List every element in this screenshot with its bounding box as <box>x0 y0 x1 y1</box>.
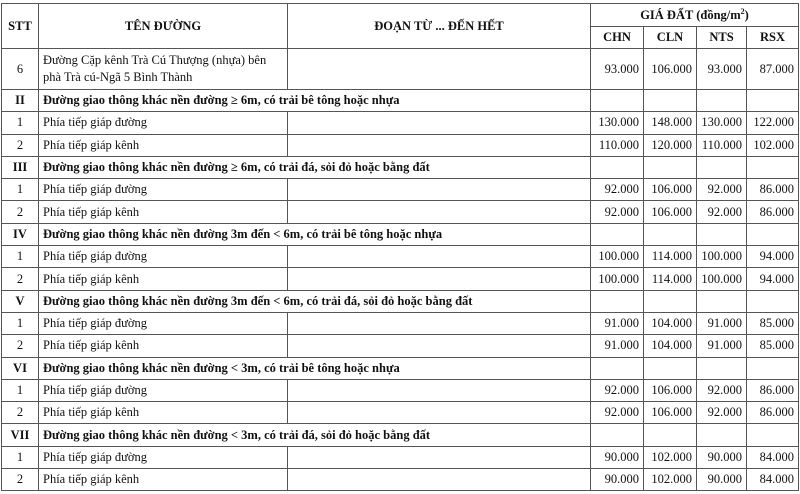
cell-cln: 148.000 <box>644 112 697 134</box>
cell-cln: 120.000 <box>644 134 697 156</box>
cell-stt: 2 <box>2 134 39 156</box>
table-row <box>2 335 799 357</box>
section-title: Đường giao thông khác nền đường 3m đến < 6m, có trải bê tông hoặc nhựa <box>39 223 591 245</box>
header-rsx: RSX <box>747 27 799 49</box>
cell-rsx: 122.000 <box>747 112 799 134</box>
cell-nts <box>697 290 747 312</box>
cell-name: Phía tiếp giáp kênh <box>39 268 288 290</box>
cell-rsx <box>747 290 799 312</box>
table-row <box>2 179 799 201</box>
header-cln: CLN <box>644 27 697 49</box>
section-title: Đường giao thông khác nền đường < 3m, có trải bê tông hoặc nhựa <box>39 357 591 379</box>
cell-nts: 130.000 <box>697 112 747 134</box>
cell-rsx: 86.000 <box>747 379 799 401</box>
cell-chn: 100.000 <box>591 268 644 290</box>
section-row <box>2 424 799 446</box>
cell-doan <box>288 134 591 156</box>
cell-chn: 130.000 <box>591 112 644 134</box>
cell-cln: 106.000 <box>644 201 697 223</box>
cell-name: Đường Cặp kênh Trà Cú Thượng (nhựa) bên phà Trà cú-Ngã 5 Bình Thành <box>39 49 288 90</box>
cell-chn: 93.000 <box>591 49 644 90</box>
cell-doan <box>288 446 591 468</box>
land-price-table <box>1 3 799 491</box>
section-row <box>2 357 799 379</box>
cell-stt: 2 <box>2 268 39 290</box>
cell-name: Phía tiếp giáp kênh <box>39 335 288 357</box>
cell-chn <box>591 357 644 379</box>
cell-chn <box>591 90 644 112</box>
cell-rsx: 94.000 <box>747 246 799 268</box>
cell-nts: 91.000 <box>697 312 747 334</box>
section-stt: III <box>2 156 39 178</box>
cell-cln: 106.000 <box>644 402 697 424</box>
cell-rsx: 84.000 <box>747 469 799 491</box>
cell-stt: 2 <box>2 402 39 424</box>
cell-nts: 93.000 <box>697 49 747 90</box>
cell-doan <box>288 179 591 201</box>
cell-chn <box>591 424 644 446</box>
cell-doan <box>288 335 591 357</box>
table-row <box>2 312 799 334</box>
cell-doan <box>288 49 591 90</box>
cell-chn: 91.000 <box>591 335 644 357</box>
cell-chn: 92.000 <box>591 179 644 201</box>
cell-doan <box>288 246 591 268</box>
table-row <box>2 246 799 268</box>
section-row <box>2 156 799 178</box>
cell-doan <box>288 402 591 424</box>
cell-rsx: 84.000 <box>747 446 799 468</box>
cell-chn: 91.000 <box>591 312 644 334</box>
cell-cln: 114.000 <box>644 246 697 268</box>
cell-cln <box>644 357 697 379</box>
cell-cln <box>644 290 697 312</box>
cell-nts <box>697 90 747 112</box>
cell-nts: 100.000 <box>697 246 747 268</box>
cell-nts: 91.000 <box>697 335 747 357</box>
cell-nts <box>697 357 747 379</box>
cell-doan <box>288 312 591 334</box>
cell-stt: 1 <box>2 446 39 468</box>
cell-stt: 2 <box>2 201 39 223</box>
cell-cln: 104.000 <box>644 335 697 357</box>
cell-rsx: 85.000 <box>747 335 799 357</box>
section-row <box>2 290 799 312</box>
cell-stt: 6 <box>2 49 39 90</box>
cell-cln: 106.000 <box>644 179 697 201</box>
cell-name: Phía tiếp giáp đường <box>39 179 288 201</box>
cell-rsx <box>747 424 799 446</box>
header-ten-duong: TÊN ĐƯỜNG <box>39 4 288 49</box>
cell-stt: 1 <box>2 112 39 134</box>
cell-chn: 92.000 <box>591 379 644 401</box>
cell-chn: 92.000 <box>591 402 644 424</box>
cell-name: Phía tiếp giáp đường <box>39 446 288 468</box>
cell-rsx: 85.000 <box>747 312 799 334</box>
cell-name: Phía tiếp giáp kênh <box>39 201 288 223</box>
cell-cln: 106.000 <box>644 49 697 90</box>
cell-doan <box>288 112 591 134</box>
cell-cln <box>644 424 697 446</box>
cell-name: Phía tiếp giáp kênh <box>39 134 288 156</box>
cell-stt: 2 <box>2 469 39 491</box>
cell-cln <box>644 156 697 178</box>
section-stt: V <box>2 290 39 312</box>
cell-nts: 100.000 <box>697 268 747 290</box>
cell-rsx: 94.000 <box>747 268 799 290</box>
cell-doan <box>288 201 591 223</box>
header-gia-dat: GIÁ ĐẤT $(đồng/m^2)$ <box>591 4 799 27</box>
cell-nts <box>697 223 747 245</box>
cell-nts <box>697 156 747 178</box>
section-stt: IV <box>2 223 39 245</box>
cell-cln <box>644 223 697 245</box>
cell-name: Phía tiếp giáp đường <box>39 112 288 134</box>
cell-rsx <box>747 156 799 178</box>
section-stt: II <box>2 90 39 112</box>
cell-chn: 110.000 <box>591 134 644 156</box>
cell-name: Phía tiếp giáp đường <box>39 379 288 401</box>
cell-chn: 90.000 <box>591 446 644 468</box>
section-stt: VI <box>2 357 39 379</box>
table-row <box>2 49 799 90</box>
cell-nts: 90.000 <box>697 446 747 468</box>
cell-rsx: 87.000 <box>747 49 799 90</box>
cell-chn: 90.000 <box>591 469 644 491</box>
cell-rsx: 86.000 <box>747 201 799 223</box>
cell-chn <box>591 290 644 312</box>
cell-nts: 90.000 <box>697 469 747 491</box>
cell-rsx: 86.000 <box>747 402 799 424</box>
section-title: Đường giao thông khác nền đường ≥ 6m, có trải bê tông hoặc nhựa <box>39 90 591 112</box>
header-chn: CHN <box>591 27 644 49</box>
section-title: Đường giao thông khác nền đường 3m đến < 6m, có trải đá, sỏi đỏ hoặc bằng đất <box>39 290 591 312</box>
table-row <box>2 268 799 290</box>
cell-rsx <box>747 357 799 379</box>
cell-cln: 114.000 <box>644 268 697 290</box>
cell-nts: 92.000 <box>697 179 747 201</box>
cell-name: Phía tiếp giáp kênh <box>39 402 288 424</box>
table-row <box>2 402 799 424</box>
table-row <box>2 134 799 156</box>
section-stt: VII <box>2 424 39 446</box>
cell-name: Phía tiếp giáp kênh <box>39 469 288 491</box>
table-row <box>2 379 799 401</box>
cell-nts: 92.000 <box>697 201 747 223</box>
cell-rsx: 102.000 <box>747 134 799 156</box>
header-doan: ĐOẠN TỪ ... ĐẾN HẾT <box>288 4 591 49</box>
cell-rsx: 86.000 <box>747 179 799 201</box>
section-title: Đường giao thông khác nền đường < 3m, có trải đá, sỏi đỏ hoặc bằng đất <box>39 424 591 446</box>
cell-nts: 92.000 <box>697 402 747 424</box>
cell-chn <box>591 223 644 245</box>
table-row <box>2 201 799 223</box>
cell-cln: 106.000 <box>644 379 697 401</box>
cell-cln: 102.000 <box>644 446 697 468</box>
table-row <box>2 469 799 491</box>
cell-nts <box>697 424 747 446</box>
cell-rsx <box>747 223 799 245</box>
cell-chn: 92.000 <box>591 201 644 223</box>
cell-rsx <box>747 90 799 112</box>
section-row <box>2 90 799 112</box>
cell-nts: 110.000 <box>697 134 747 156</box>
cell-cln: 102.000 <box>644 469 697 491</box>
header-nts: NTS <box>697 27 747 49</box>
header-stt: STT <box>2 4 39 49</box>
table-row <box>2 112 799 134</box>
cell-name: Phía tiếp giáp đường <box>39 246 288 268</box>
section-title: Đường giao thông khác nền đường ≥ 6m, có trải đá, sỏi đỏ hoặc bằng đất <box>39 156 591 178</box>
cell-nts: 92.000 <box>697 379 747 401</box>
cell-chn <box>591 156 644 178</box>
cell-doan <box>288 379 591 401</box>
cell-cln <box>644 90 697 112</box>
cell-stt: 1 <box>2 379 39 401</box>
cell-doan <box>288 469 591 491</box>
section-row <box>2 223 799 245</box>
cell-name: Phía tiếp giáp đường <box>39 312 288 334</box>
cell-stt: 2 <box>2 335 39 357</box>
cell-cln: 104.000 <box>644 312 697 334</box>
cell-stt: 1 <box>2 179 39 201</box>
cell-stt: 1 <box>2 312 39 334</box>
cell-stt: 1 <box>2 246 39 268</box>
table-row <box>2 446 799 468</box>
cell-doan <box>288 268 591 290</box>
cell-chn: 100.000 <box>591 246 644 268</box>
